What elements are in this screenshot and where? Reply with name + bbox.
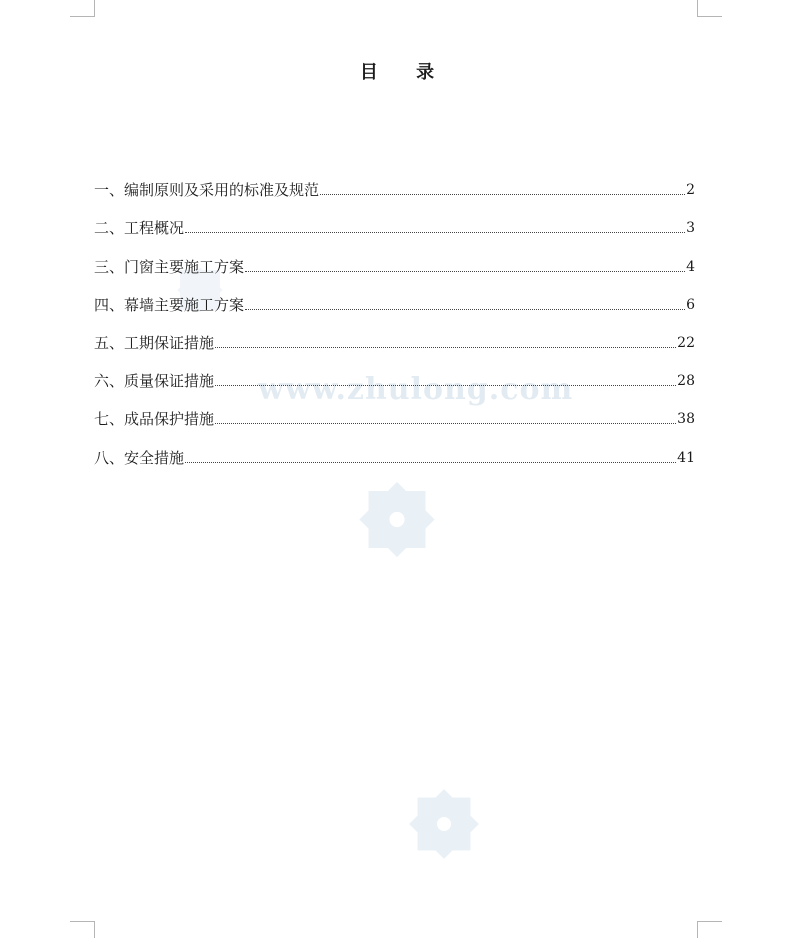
toc-entry[interactable] (94, 315, 695, 353)
toc-entry-label: 三、门窗主要施工方案 (94, 257, 245, 276)
toc-entry-page: 4 (686, 258, 695, 275)
toc-entry-page: 28 (677, 373, 695, 390)
toc-entry-page: 6 (686, 296, 695, 313)
toc-leader-dots (320, 193, 685, 195)
table-of-contents (94, 162, 695, 468)
watermark-text: www.zhulong.com (258, 372, 574, 407)
toc-entry[interactable] (94, 162, 695, 200)
toc-entry-label: 一、编制原则及采用的标准及规范 (94, 181, 320, 200)
toc-entry[interactable] (94, 200, 695, 238)
toc-entry-label: 四、幕墙主要施工方案 (94, 295, 245, 314)
crop-mark-bottom-right (697, 921, 722, 938)
toc-leader-dots (245, 270, 685, 272)
toc-entry-label: 七、成品保护措施 (94, 410, 215, 429)
toc-entry-page: 41 (677, 449, 695, 466)
toc-leader-dots (245, 308, 685, 310)
toc-leader-dots (215, 384, 676, 386)
crop-mark-bottom-left (70, 921, 95, 938)
watermark-logo-icon (398, 780, 490, 868)
toc-entry-label: 二、工程概况 (94, 219, 185, 238)
page-title: 目 录 (359, 62, 451, 83)
toc-leader-dots (215, 346, 676, 348)
crop-mark-top-right (697, 0, 722, 17)
toc-entry[interactable] (94, 238, 695, 276)
toc-entry[interactable] (94, 391, 695, 429)
toc-entry-page: 3 (686, 220, 695, 237)
toc-entry[interactable] (94, 429, 695, 467)
watermark-logo-icon (348, 472, 446, 567)
toc-leader-dots (185, 231, 685, 233)
toc-leader-dots (215, 422, 676, 424)
toc-entry-label: 五、工期保证措施 (94, 333, 215, 352)
crop-mark-top-left (70, 0, 95, 17)
toc-entry[interactable] (94, 277, 695, 315)
toc-leader-dots (185, 461, 676, 463)
toc-entry-page: 38 (677, 411, 695, 428)
toc-entry-label: 六、质量保证措施 (94, 372, 215, 391)
toc-entry[interactable] (94, 353, 695, 391)
toc-entry-page: 22 (677, 334, 695, 351)
toc-entry-page: 2 (686, 182, 695, 199)
toc-entry-label: 八、安全措施 (94, 448, 185, 467)
